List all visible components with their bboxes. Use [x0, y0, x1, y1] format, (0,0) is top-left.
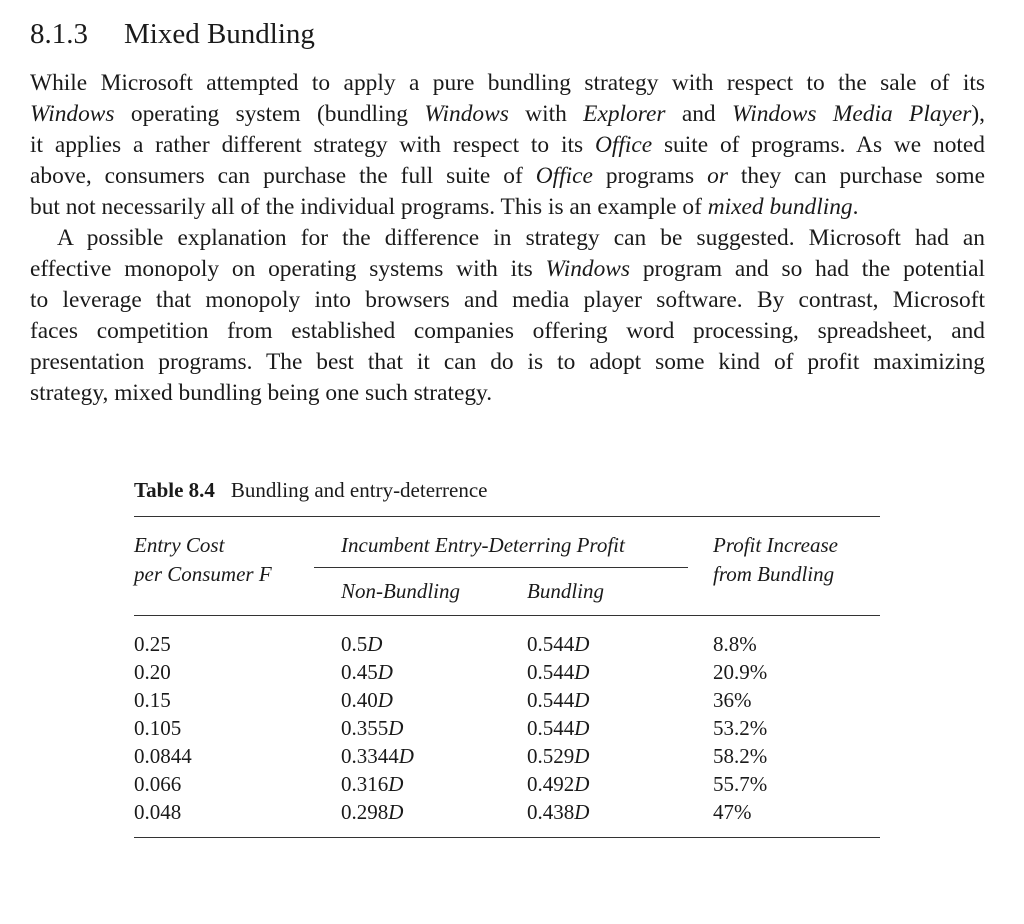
text-line: A possible explanation for the difference in strategy can be suggested. Microsoft had an [57, 225, 985, 251]
unit-symbol: D [367, 632, 383, 656]
cell-increase: 58.2% [713, 744, 768, 768]
italic-term: Explorer [583, 101, 666, 127]
cell-bundling: 0.492D [527, 772, 590, 796]
unit-symbol: D [388, 772, 404, 796]
text-line: it applies a rather different strategy with respect to its Office suite of programs. As we noted [30, 132, 985, 158]
table-top-rule [134, 516, 880, 517]
unit-symbol: D [574, 688, 590, 712]
paragraph-1 [30, 68, 985, 223]
cell-non-bundling: 0.3344D [341, 744, 414, 768]
unit-symbol: D [377, 688, 393, 712]
unit-symbol: D [574, 744, 590, 768]
cell-bundling: 0.544D [527, 716, 590, 740]
unit-symbol: D [388, 716, 404, 740]
cell-bundling: 0.438D [527, 800, 590, 824]
unit-symbol: D [574, 800, 590, 824]
cell-increase: 55.7% [713, 772, 768, 796]
italic-term: Windows [545, 256, 631, 282]
cell-non-bundling: 0.355D [341, 716, 404, 740]
text-line: Windows operating system (bundling Windows with Explorer and Windows Media Player), [30, 101, 986, 127]
italic-term: Windows [30, 101, 115, 127]
table-bottom-rule [134, 837, 880, 838]
cell-increase: 20.9% [713, 660, 768, 684]
italic-term: Office [594, 132, 653, 158]
header-increase-line2: from Bundling [713, 562, 835, 586]
unit-symbol: D [574, 632, 590, 656]
header-non-bundling: Non-Bundling [341, 579, 460, 603]
cell-entry-cost: 0.25 [134, 632, 171, 656]
unit-symbol: D [574, 716, 590, 740]
text-line: While Microsoft attempted to apply a pure bundling strategy with respect to the sale of its [30, 70, 985, 96]
cell-non-bundling: 0.316D [341, 772, 404, 796]
unit-symbol: D [377, 660, 393, 684]
text-line: effective monopoly on operating systems with its Windows program and so had the potential [30, 256, 985, 282]
table-label: Table 8.4 [134, 478, 215, 502]
paragraph-2 [30, 223, 985, 409]
cell-non-bundling: 0.45D [341, 660, 393, 684]
section-heading [30, 16, 315, 52]
header-increase-line1: Profit Increase [713, 533, 838, 557]
italic-term: mixed bundling [707, 194, 853, 220]
unit-symbol: D [398, 744, 414, 768]
cell-entry-cost: 0.048 [134, 800, 182, 824]
text-line: faces competition from established companies offering word processing, spreadsheet, and [30, 318, 985, 344]
italic-term: Windows Media Player [732, 101, 972, 127]
cell-non-bundling: 0.5D [341, 632, 383, 656]
header-profit-group: Incumbent Entry-Deterring Profit [341, 533, 625, 557]
cell-bundling: 0.529D [527, 744, 590, 768]
cell-bundling: 0.544D [527, 660, 590, 684]
cell-entry-cost: 0.105 [134, 716, 182, 740]
table-caption [134, 476, 488, 504]
unit-symbol: D [388, 800, 404, 824]
cell-entry-cost: 0.15 [134, 688, 171, 712]
text-line: strategy, mixed bundling being one such strategy. [30, 380, 493, 406]
cell-non-bundling: 0.298D [341, 800, 404, 824]
italic-term: or [707, 163, 728, 189]
section-number: 8.1.3 [30, 18, 88, 50]
cell-increase: 8.8% [713, 632, 757, 656]
header-bundling: Bundling [527, 579, 604, 603]
table-caption-text: Bundling and entry-deterrence [230, 478, 488, 502]
cell-increase: 47% [713, 800, 752, 824]
table-group-rule [314, 567, 688, 568]
cell-entry-cost: 0.20 [134, 660, 171, 684]
header-entry-cost-line1: Entry Cost [134, 533, 225, 557]
unit-symbol: D [574, 772, 590, 796]
cell-non-bundling: 0.40D [341, 688, 393, 712]
cell-increase: 36% [713, 688, 752, 712]
cell-bundling: 0.544D [527, 632, 590, 656]
text-line: but not necessarily all of the individual programs. This is an example of mixed bundling. [30, 194, 859, 220]
section-title: Mixed Bundling [124, 18, 315, 50]
cell-increase: 53.2% [713, 716, 768, 740]
body-text [30, 68, 985, 409]
unit-symbol: D [574, 660, 590, 684]
text-line: to leverage that monopoly into browsers and media player software. By contrast, Microsoft [30, 287, 985, 313]
cell-bundling: 0.544D [527, 688, 590, 712]
text-line: presentation programs. The best that it can do is to adopt some kind of profit maximizing [30, 349, 985, 375]
italic-term: Office [535, 163, 593, 189]
cell-entry-cost: 0.066 [134, 772, 182, 796]
italic-term: Windows [424, 101, 509, 127]
table-header-rule [134, 615, 880, 616]
text-line: above, consumers can purchase the full suite of Office programs or they can purchase some [30, 163, 985, 189]
cell-entry-cost: 0.0844 [134, 744, 192, 768]
header-entry-cost-line2: per Consumer F [134, 562, 272, 586]
